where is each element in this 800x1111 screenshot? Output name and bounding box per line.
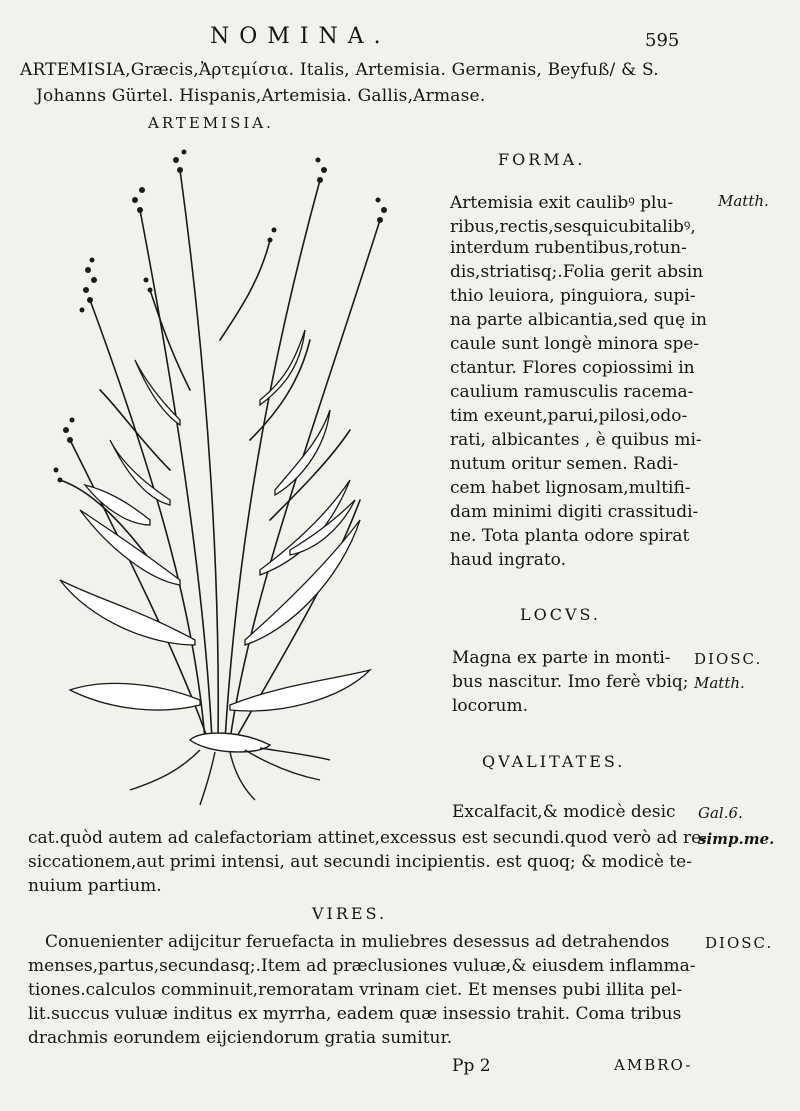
catchword: AMBRO- <box>614 1056 693 1074</box>
vires-line: lit.succus vuluæ inditus ex myrrha, eadem quæ insessio trahit. Coma tribus <box>28 1004 682 1024</box>
flower-spike-center <box>132 150 187 293</box>
vires-line: menses,partus,secundasq;.Item ad præclusiones vuluæ,& eiusdem inflamma- <box>28 956 696 976</box>
locus-line: bus nascitur. Imo ferè vbiq; <box>452 672 689 692</box>
qualitates-heading: QVALITATES. <box>482 752 626 771</box>
vires-line: tiones.calculos comminuit,remoratam vrinam ciet. Et menses pubi illita pel- <box>28 980 683 1000</box>
forma-line: rati, albicantes , è quibus mi- <box>450 430 702 450</box>
forma-line: tim exeunt,parui,pilosi,odo- <box>450 406 688 426</box>
names-line-1: ARTEMISIA,Græcis,Ἀρτεμίσια. Italis, Artemisia. Germanis, Beyfuß/ & S. <box>20 60 659 80</box>
forma-line: dam minimi digiti crassitudi- <box>450 502 699 522</box>
locus-line: locorum. <box>452 696 529 716</box>
vires-line: Conuenienter adijcitur feruefacta in muliebres desessus ad detrahendos <box>45 932 670 952</box>
locus-line: Magna ex parte in monti- <box>452 648 671 668</box>
flower-spike-right <box>268 158 388 243</box>
margin-note-matth: Matth. <box>694 674 745 692</box>
signature-mark: Pp 2 <box>452 1056 491 1076</box>
forma-line: nutum oritur semen. Radi- <box>450 454 679 474</box>
vires-heading: VIRES. <box>312 904 388 923</box>
margin-note-diosc: DIOSC. <box>705 934 774 952</box>
forma-line: ne. Tota planta odore spirat <box>450 526 690 546</box>
qualitates-line: cat.quòd autem ad calefactoriam attinet,excessus est secundi.quod verò ad re- <box>28 828 707 848</box>
vires-line: drachmis eorundem eijciendorum gratia sumitur. <box>28 1028 453 1048</box>
forma-line: thio leuiora, pinguiora, supi- <box>450 286 696 306</box>
qualitates-line: siccationem,aut primi intensi, aut secundi incipientis. est quoq; & modicè te- <box>28 852 692 872</box>
locus-heading: LOCVS. <box>520 605 602 624</box>
margin-note-matth: Matth. <box>718 192 769 210</box>
forma-line: ctantur. Flores copiossimi in <box>450 358 695 378</box>
running-title: NOMINA. <box>210 24 391 49</box>
names-line-2: Johanns Gürtel. Hispanis,Artemisia. Gallis,Armase. <box>36 86 486 106</box>
forma-line: cem habet lignosam,multifi- <box>450 478 691 498</box>
forma-line: na parte albicantia,sed quę in <box>450 310 707 330</box>
qualitates-line: nuium partium. <box>28 876 162 896</box>
margin-note-simp: simp.me. <box>698 830 775 848</box>
page-number: 595 <box>645 30 680 51</box>
forma-line: ribus,rectis,sesquicubitalibꝰ, <box>450 217 696 237</box>
forma-line: caule sunt longè minora spe- <box>450 334 700 354</box>
forma-line: interdum rubentibus,rotun- <box>450 238 687 258</box>
forma-line: caulium ramusculis racema- <box>450 382 694 402</box>
plant-label: ARTEMISIA. <box>148 114 274 132</box>
artemisia-woodcut-illustration <box>30 140 430 820</box>
margin-note-diosc: DIOSC. <box>694 650 763 668</box>
forma-heading: FORMA. <box>498 150 586 169</box>
margin-note-gal: Gal.6. <box>698 804 743 822</box>
forma-line: haud ingrato. <box>450 550 567 570</box>
forma-line: dis,striatisq;.Folia gerit absin <box>450 262 704 282</box>
qualitates-first-line: Excalfacit,& modicè desic <box>452 802 676 822</box>
forma-line: Artemisia exit caulibꝰ plu- <box>450 193 674 213</box>
